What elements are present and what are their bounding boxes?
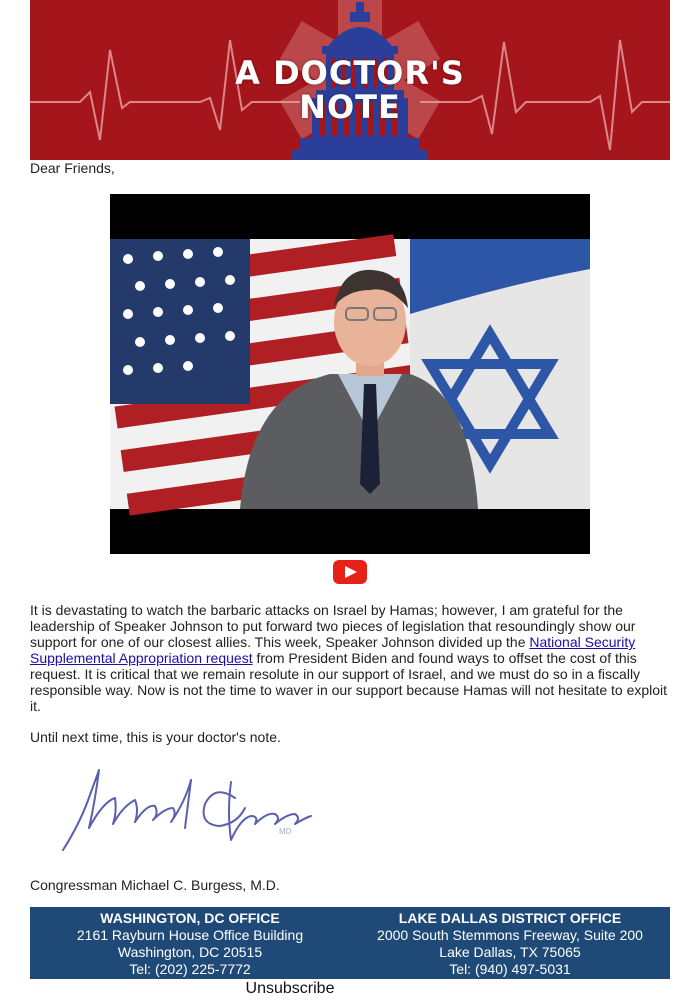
district-office-phone: Tel: (940) 497-5031 bbox=[449, 961, 571, 977]
greeting: Dear Friends, bbox=[30, 160, 115, 176]
banner-title bbox=[30, 56, 670, 124]
banner-title-line1: A DOCTOR'S bbox=[235, 54, 465, 92]
dc-office-address2: Washington, DC 20515 bbox=[117, 944, 263, 960]
dc-office-phone: Tel: (202) 225-7772 bbox=[129, 961, 251, 977]
banner-title-line2: NOTE bbox=[299, 88, 401, 126]
youtube-play-icon bbox=[345, 566, 357, 578]
body-paragraph bbox=[30, 602, 670, 714]
handwritten-signature bbox=[55, 762, 315, 862]
signature-suffix: MD bbox=[279, 827, 292, 836]
signature-name: Congressman Michael C. Burgess, M.D. bbox=[30, 877, 280, 893]
office-footer bbox=[30, 907, 670, 979]
unsubscribe-link[interactable]: Unsubscribe bbox=[245, 980, 335, 997]
dc-office-address1: 2161 Rayburn House Office Building bbox=[76, 927, 304, 943]
body-text-after-link: from President Biden and found ways to offset the cost of this request. It is critical that we remain resolute in our support of Israel, and we must do so in a fiscally responsible way. Now is not the time to waver in our support because Hamas will not hesitate to exploit it. bbox=[30, 650, 668, 714]
youtube-play-button[interactable] bbox=[333, 560, 367, 584]
district-office-address2: Lake Dallas, TX 75065 bbox=[439, 944, 581, 960]
district-office bbox=[350, 910, 670, 978]
dc-office-heading: WASHINGTON, DC OFFICE bbox=[100, 910, 280, 926]
video-thumbnail-image bbox=[110, 194, 590, 554]
closing-line: Until next time, this is your doctor's note. bbox=[30, 729, 281, 745]
newsletter-banner bbox=[30, 0, 670, 160]
body-text-before-link: It is devastating to watch the barbaric attacks on Israel by Hamas; however, I am grateful for the leadership of Speaker Johnson to put forward two pieces of legislation that resoundingly show our support for one of our closest allies. This week, Speaker Johnson divided up the bbox=[30, 602, 636, 650]
signature-image bbox=[55, 762, 315, 857]
dc-office bbox=[30, 910, 350, 978]
national-security-supplemental-link[interactable]: National Security Supplemental Appropriation request bbox=[30, 634, 636, 666]
video-thumbnail[interactable] bbox=[110, 194, 590, 554]
district-office-heading: LAKE DALLAS DISTRICT OFFICE bbox=[398, 910, 622, 926]
district-office-address1: 2000 South Stemmons Freeway, Suite 200 bbox=[377, 927, 643, 943]
